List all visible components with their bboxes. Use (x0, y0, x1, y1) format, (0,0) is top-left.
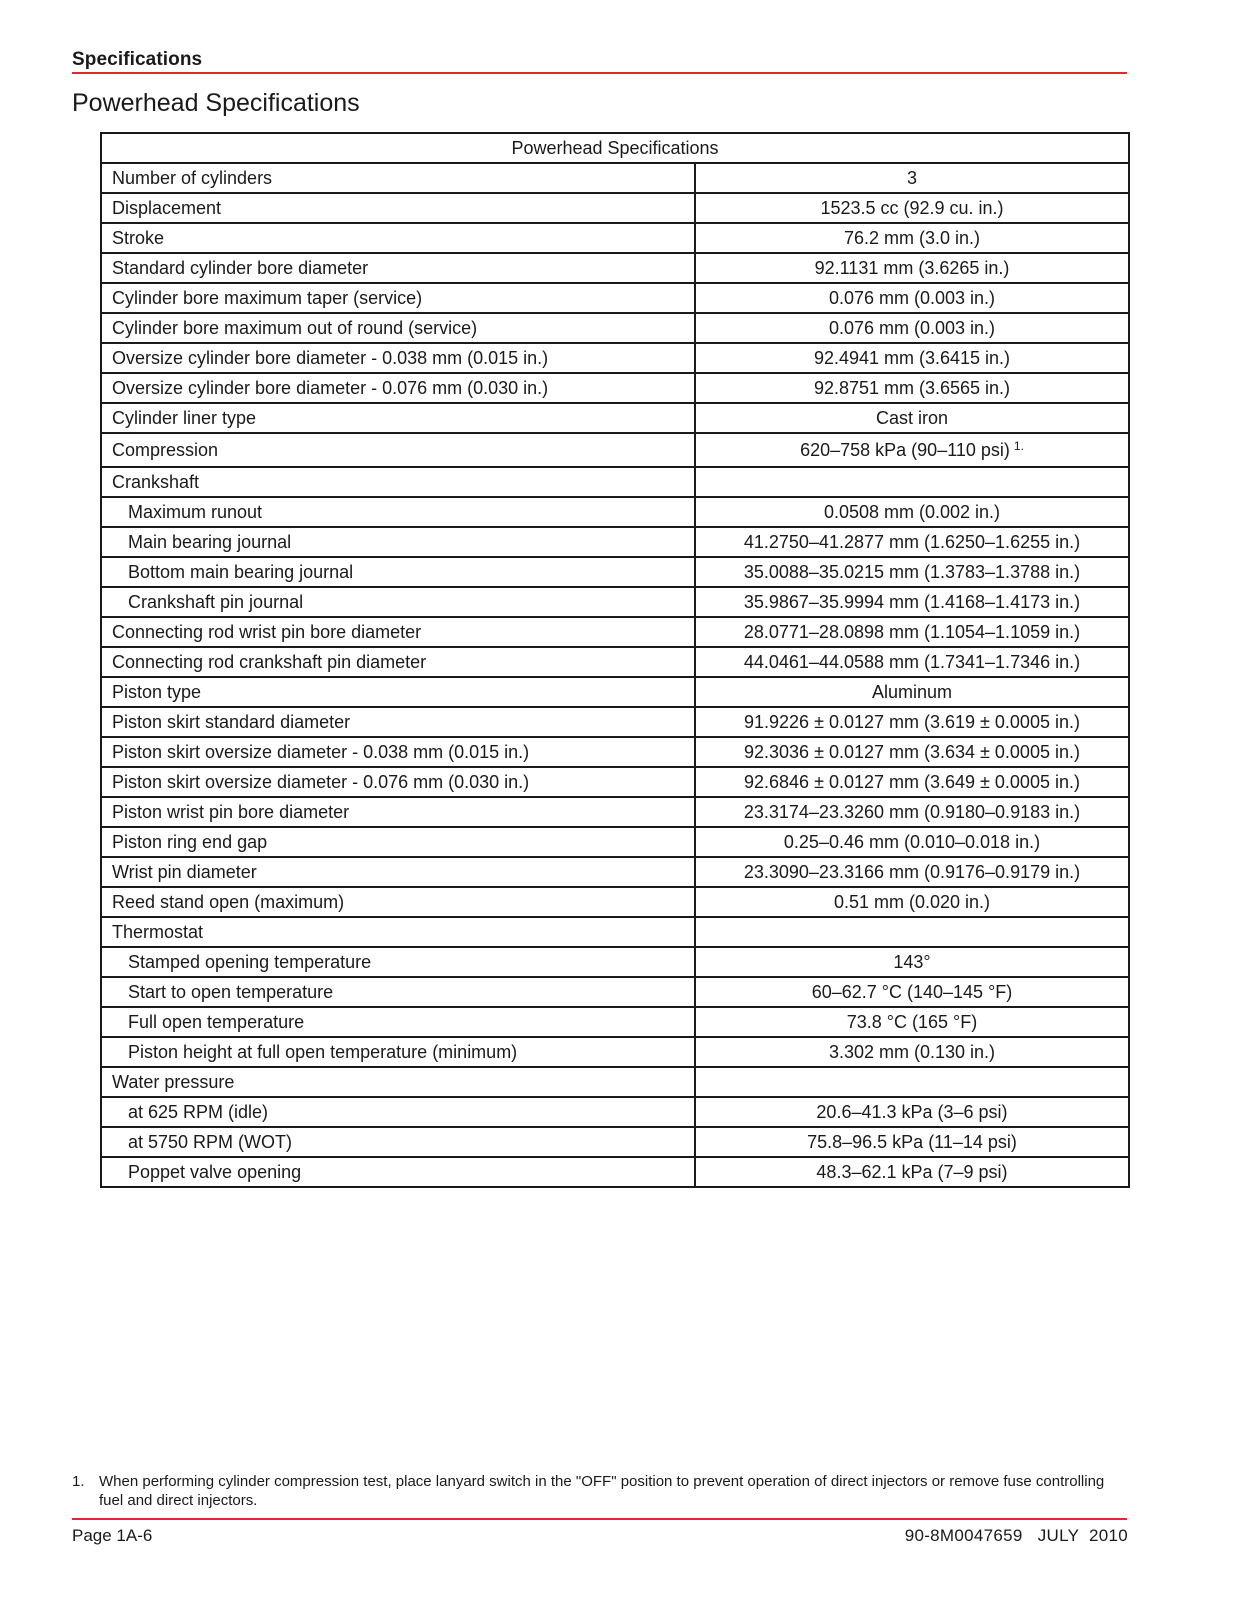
page-number: Page 1A-6 (72, 1526, 153, 1545)
spec-label: Standard cylinder bore diameter (101, 253, 695, 283)
spec-value-text: 92.6846 ± 0.0127 mm (3.649 ± 0.0005 in.) (744, 772, 1080, 792)
spec-value-text: 1523.5 cc (92.9 cu. in.) (820, 198, 1004, 218)
section-header: Specifications (72, 49, 203, 70)
table-row (101, 343, 1129, 373)
table-row (101, 223, 1129, 253)
table-row (101, 587, 1129, 617)
table-row (101, 827, 1129, 857)
spec-value-text: 48.3–62.1 kPa (7–9 psi) (816, 1162, 1008, 1182)
spec-value-text: 35.9867–35.9994 mm (1.4168–1.4173 in.) (743, 592, 1081, 612)
spec-value-text: 75.8–96.5 kPa (11–14 psi) (807, 1132, 1017, 1152)
spec-value-text: 3.302 mm (0.130 in.) (828, 1042, 996, 1062)
spec-label: Piston skirt oversize diameter - 0.076 mm (0.030 in.) (101, 767, 695, 797)
spec-label: Connecting rod wrist pin bore diameter (101, 617, 695, 647)
spec-value-text: 0.51 mm (0.020 in.) (833, 892, 991, 912)
spec-label: Piston type (101, 677, 695, 707)
spec-value (695, 433, 1129, 467)
table-row (101, 917, 1129, 947)
spec-value (695, 343, 1129, 373)
spec-label: Bottom main bearing journal (101, 557, 695, 587)
spec-value (695, 737, 1129, 767)
table-row (101, 283, 1129, 313)
table-row (101, 887, 1129, 917)
spec-value (695, 647, 1129, 677)
spec-label: at 5750 RPM (WOT) (101, 1127, 695, 1157)
spec-value (695, 977, 1129, 1007)
spec-value (695, 403, 1129, 433)
table-row (101, 163, 1129, 193)
spec-label: Start to open temperature (101, 977, 695, 1007)
spec-label: Oversize cylinder bore diameter - 0.076 mm (0.030 in.) (101, 373, 695, 403)
spec-label: Full open temperature (101, 1007, 695, 1037)
table-row (101, 677, 1129, 707)
spec-value (695, 373, 1129, 403)
footnote-number: 1. (72, 1473, 85, 1490)
spec-value (695, 1157, 1129, 1187)
table-row (101, 1157, 1129, 1187)
spec-value-text: 0.25–0.46 mm (0.010–0.018 in.) (783, 832, 1041, 852)
spec-value-text: 76.2 mm (3.0 in.) (843, 228, 981, 248)
spec-value-text: 28.0771–28.0898 mm (1.1054–1.1059 in.) (743, 622, 1081, 642)
table-row (101, 947, 1129, 977)
table-row (101, 707, 1129, 737)
spec-value-text: 0.0508 mm (0.002 in.) (823, 502, 1001, 522)
table-row (101, 857, 1129, 887)
spec-value-text: 60–62.7 °C (140–145 °F) (811, 982, 1013, 1002)
spec-value (695, 313, 1129, 343)
spec-value-text: 3 (906, 168, 917, 188)
table-row (101, 253, 1129, 283)
spec-label: Piston skirt oversize diameter - 0.038 mm (0.015 in.) (101, 737, 695, 767)
spec-label: Stamped opening temperature (101, 947, 695, 977)
header-rule (72, 72, 1127, 74)
spec-value (695, 163, 1129, 193)
spec-label: Piston height at full open temperature (minimum) (101, 1037, 695, 1067)
powerhead-spec-table (100, 132, 1130, 1188)
spec-label: Wrist pin diameter (101, 857, 695, 887)
spec-label: Poppet valve opening (101, 1157, 695, 1187)
spec-value-text: 35.0088–35.0215 mm (1.3783–1.3788 in.) (743, 562, 1081, 582)
spec-value (695, 1037, 1129, 1067)
spec-value-text: 0.076 mm (0.003 in.) (828, 318, 996, 338)
table-row (101, 403, 1129, 433)
spec-value (695, 917, 1129, 947)
spec-value (695, 707, 1129, 737)
footnote-ref: 1. (1013, 439, 1024, 453)
spec-label: Cylinder bore maximum out of round (service) (101, 313, 695, 343)
table-row (101, 1097, 1129, 1127)
spec-value (695, 677, 1129, 707)
table-caption-row (101, 133, 1129, 163)
table-row (101, 467, 1129, 497)
spec-value (695, 1097, 1129, 1127)
spec-value (695, 1007, 1129, 1037)
spec-value (695, 947, 1129, 977)
spec-value (695, 497, 1129, 527)
spec-value (695, 1127, 1129, 1157)
spec-value-text: 620–758 kPa (90–110 psi) (800, 440, 1010, 460)
spec-value (695, 617, 1129, 647)
spec-value (695, 283, 1129, 313)
spec-value-text: 92.3036 ± 0.0127 mm (3.634 ± 0.0005 in.) (744, 742, 1080, 762)
spec-value-text: 143° (893, 952, 931, 972)
spec-value-text: 91.9226 ± 0.0127 mm (3.619 ± 0.0005 in.) (744, 712, 1080, 732)
table-row (101, 527, 1129, 557)
spec-value-text: 20.6–41.3 kPa (3–6 psi) (816, 1102, 1008, 1122)
spec-label: Cylinder liner type (101, 403, 695, 433)
spec-label: Main bearing journal (101, 527, 695, 557)
spec-value-text: 92.1131 mm (3.6265 in.) (814, 258, 1010, 278)
table-row (101, 617, 1129, 647)
spec-value-text: 73.8 °C (165 °F) (846, 1012, 978, 1032)
spec-label: Piston skirt standard diameter (101, 707, 695, 737)
table-row (101, 1067, 1129, 1097)
table-row (101, 193, 1129, 223)
table-row (101, 373, 1129, 403)
table-row (101, 1127, 1129, 1157)
table-row (101, 433, 1129, 467)
table-row (101, 977, 1129, 1007)
spec-label: Cylinder bore maximum taper (service) (101, 283, 695, 313)
table-row (101, 313, 1129, 343)
spec-value-text: Aluminum (871, 682, 953, 702)
spec-value (695, 193, 1129, 223)
table-row (101, 767, 1129, 797)
spec-value-text: 0.076 mm (0.003 in.) (828, 288, 996, 308)
spec-label: at 625 RPM (idle) (101, 1097, 695, 1127)
table-body (101, 163, 1129, 1187)
table-row (101, 797, 1129, 827)
spec-value (695, 797, 1129, 827)
spec-value (695, 557, 1129, 587)
spec-value (695, 857, 1129, 887)
spec-label: Crankshaft pin journal (101, 587, 695, 617)
spec-label: Oversize cylinder bore diameter - 0.038 mm (0.015 in.) (101, 343, 695, 373)
footnote (72, 1472, 1132, 1510)
spec-value (695, 223, 1129, 253)
spec-value (695, 1067, 1129, 1097)
page-title: Powerhead Specifications (72, 89, 360, 117)
spec-label: Thermostat (101, 917, 695, 947)
footnote-text: When performing cylinder compression test, place lanyard switch in the "OFF" position to prevent operation of direct injectors or remove fuse controlling fuel and direct injectors. (99, 1473, 1105, 1509)
spec-label: Reed stand open (maximum) (101, 887, 695, 917)
table-row (101, 557, 1129, 587)
spec-value (695, 527, 1129, 557)
spec-label: Maximum runout (101, 497, 695, 527)
spec-value-text: 23.3090–23.3166 mm (0.9176–0.9179 in.) (743, 862, 1081, 882)
table-row (101, 737, 1129, 767)
spec-value (695, 587, 1129, 617)
table-row (101, 1037, 1129, 1067)
table-row (101, 1007, 1129, 1037)
spec-value (695, 253, 1129, 283)
spec-value-text: 92.8751 mm (3.6565 in.) (813, 378, 1011, 398)
spec-value (695, 827, 1129, 857)
spec-label: Compression (101, 433, 695, 467)
spec-value-text: 92.4941 mm (3.6415 in.) (813, 348, 1011, 368)
document-id: 90-8M0047659 JULY 2010 (904, 1526, 1128, 1545)
footer-rule (72, 1518, 1127, 1520)
spec-value-text: 44.0461–44.0588 mm (1.7341–1.7346 in.) (743, 652, 1081, 672)
spec-label: Water pressure (101, 1067, 695, 1097)
spec-value-text: 23.3174–23.3260 mm (0.9180–0.9183 in.) (743, 802, 1081, 822)
spec-label: Displacement (101, 193, 695, 223)
spec-label: Connecting rod crankshaft pin diameter (101, 647, 695, 677)
spec-value-text: 41.2750–41.2877 mm (1.6250–1.6255 in.) (743, 532, 1081, 552)
spec-value (695, 887, 1129, 917)
table-caption: Powerhead Specifications (101, 133, 1129, 163)
spec-label: Stroke (101, 223, 695, 253)
spec-value (695, 767, 1129, 797)
spec-label: Number of cylinders (101, 163, 695, 193)
table-row (101, 647, 1129, 677)
spec-value (695, 467, 1129, 497)
table-row (101, 497, 1129, 527)
spec-value-text: Cast iron (875, 408, 949, 428)
spec-label: Piston ring end gap (101, 827, 695, 857)
spec-label: Crankshaft (101, 467, 695, 497)
spec-label: Piston wrist pin bore diameter (101, 797, 695, 827)
